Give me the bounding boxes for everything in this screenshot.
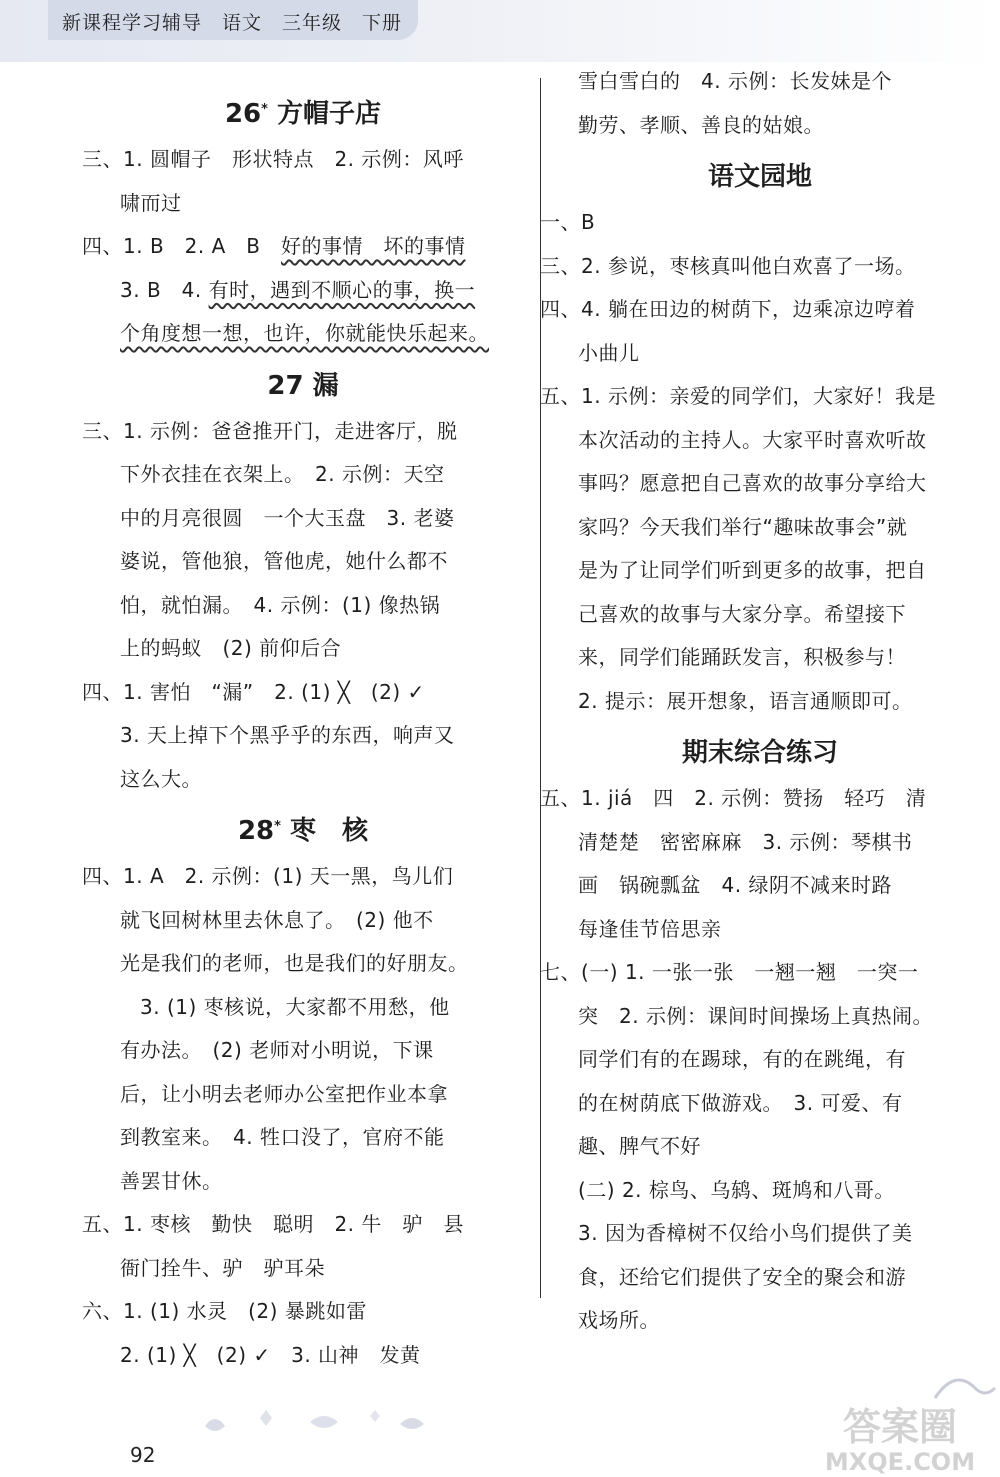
answer-line: 戏场所。 (578, 1308, 660, 1332)
wavy-underlined-text: 个角度想一想，也许，你就能快乐起来。 (120, 321, 489, 345)
wavy-underlined-text: 有时，遇到不顺心的事，换一 (208, 277, 476, 302)
answer-line: 四、4. 躺在田边的树荫下，边乘凉边哼着 (540, 297, 916, 321)
answer-line: 就飞回树林里去休息了。 (2) 他不 (120, 907, 434, 932)
watermark-logo (800, 1398, 1000, 1477)
answer-text: 四、1. B 2. A B (82, 234, 282, 258)
answer-line: (二) 2. 棕鸟、乌鸫、斑鸠和八哥。 (578, 1177, 895, 1202)
watermark-top: 答案圈 (842, 1405, 958, 1449)
answer-line: 本次活动的主持人。大家平时喜欢听故 (578, 427, 927, 452)
watermark-bottom: MXQE.COM (824, 1448, 976, 1476)
answer-line: 三、1. 示例：爸爸推开门，走进客厅，脱 (82, 418, 458, 443)
wavy-underlined-text: 好的事情 坏的事情 (281, 234, 466, 258)
page-number: 92 (130, 1443, 156, 1467)
section-title-text: 语文园地 (707, 162, 812, 192)
answer-line: 三、1. 圆帽子 形状特点 2. 示例：风呼 (82, 147, 464, 171)
optional-lesson-star: * (261, 102, 268, 117)
section-title-text: 期末综合练习 (681, 738, 838, 768)
answer-line: 啸而过 (120, 190, 182, 215)
answer-line: 衙门拴牛、驴 驴耳朵 (120, 1255, 325, 1280)
section-title-text: 枣 核 (290, 816, 369, 846)
answer-line: 食，还给它们提供了安全的聚会和游 (578, 1264, 906, 1289)
answer-line: 2. 提示：展开想象，语言通顺即可。 (578, 688, 913, 713)
answer-line: 3. 天上掉下个黑乎乎的东西，响声又 (120, 723, 455, 747)
answer-text: 3. B 4. (120, 277, 209, 302)
answer-line: 一、B (540, 210, 596, 234)
running-header: 新课程学习辅导 语文 三年级 下册 (62, 12, 403, 34)
answer-line: 同学们有的在踢球，有的在跳绳，有 (578, 1047, 906, 1071)
answer-line: 上的蚂蚁 (2) 前仰后合 (120, 636, 342, 660)
answer-line: 突 2. 示例：课间时间操场上真热闹。 (578, 1003, 933, 1028)
left-column (82, 84, 524, 1377)
answer-line: 每逢佳节倍思亲 (578, 916, 722, 941)
section-number: 26 (224, 99, 262, 129)
answer-line: 勤劳、孝顺、善良的姑娘。 (578, 112, 824, 137)
section-title-text: 漏 (312, 370, 339, 401)
section-title-text: 方帽子店 (277, 99, 382, 129)
answer-line: 3. 因为香樟树不仅给小鸟们提供了美 (578, 1221, 913, 1245)
answer-line: 怕，就怕漏。 4. 示例：(1) 像热锅 (120, 592, 441, 617)
section-title (82, 811, 524, 851)
answer-line: 事吗？愿意把自己喜欢的故事分享给大 (578, 471, 927, 495)
answer-line: 中的月亮很圆 一个大玉盘 3. 老婆 (120, 505, 455, 530)
answer-line: 下外衣挂在衣架上。 2. 示例：天空 (120, 462, 445, 486)
answer-line: 六、1. (1) 水灵 (2) 暴跳如雷 (82, 1299, 367, 1323)
answer-line: 光是我们的老师，也是我们的好朋友。 (120, 951, 469, 975)
answer-line: 婆说，管他狼，管他虎，她什么都不 (120, 549, 448, 573)
answer-line: 趣、脾气不好 (578, 1134, 701, 1158)
answer-line: 五、1. 枣核 勤快 聪明 2. 牛 驴 县 (82, 1212, 464, 1236)
answer-line: 有办法。 (2) 老师对小明说，下课 (120, 1038, 434, 1062)
answer-line: 五、1. jiá 四 2. 示例：赞扬 轻巧 清 (540, 786, 927, 810)
answer-line: 3. (1) 枣核说，大家都不用愁，他 (140, 994, 450, 1019)
answer-line: 四、1. A 2. 示例：(1) 天一黑，鸟儿们 (82, 864, 454, 888)
answer-line (82, 225, 524, 269)
optional-lesson-star: * (274, 819, 281, 834)
section-title (540, 157, 980, 197)
answer-line: 五、1. 示例：亲爱的同学们，大家好！我是 (540, 384, 936, 408)
footer-decoration (200, 1398, 460, 1438)
answer-line: 七、(一) 1. 一张一张 一翘一翘 一突一 (540, 960, 919, 984)
answer-line: 己喜欢的故事与大家分享。希望接下 (578, 601, 906, 626)
section-number: 28 (237, 816, 275, 846)
section-title (82, 366, 524, 406)
answer-line: 来，同学们能踊跃发言，积极参与！ (578, 645, 906, 669)
answer-line: 后，让小明去老师办公室把作业本拿 (120, 1081, 448, 1106)
answer-line: 这么大。 (120, 766, 202, 791)
answer-line: 画 锅碗瓢盆 4. 绿阴不减来时路 (578, 873, 892, 897)
right-column (540, 60, 980, 1343)
answer-line: 的在树荫底下做游戏。 3. 可爱、有 (578, 1090, 903, 1115)
answer-line: 三、2. 参说，枣核真叫他白欢喜了一场。 (540, 253, 916, 278)
section-title (540, 733, 980, 773)
section-title (82, 94, 524, 134)
section-number: 27 (267, 370, 304, 401)
answer-line: 清楚楚 密密麻麻 3. 示例：琴棋书 (578, 829, 913, 854)
answer-line: 四、1. 害怕 “漏” 2. (1) ╳ (2) ✓ (82, 679, 425, 704)
answer-line (82, 312, 524, 356)
answer-line: 善罢甘休。 (120, 1168, 223, 1193)
answer-line: 到教室来。 4. 牲口没了，官府不能 (120, 1125, 445, 1149)
answer-line (82, 269, 524, 313)
answer-line: 2. (1) ╳ (2) ✓ 3. 山神 发黄 (120, 1342, 421, 1367)
answer-line: 雪白雪白的 4. 示例：长发妹是个 (578, 69, 892, 93)
answer-line: 是为了让同学们听到更多的故事，把自 (578, 558, 927, 582)
answer-line: 家吗？今天我们举行“趣味故事会”就 (578, 514, 908, 539)
answer-line: 小曲儿 (578, 340, 640, 365)
